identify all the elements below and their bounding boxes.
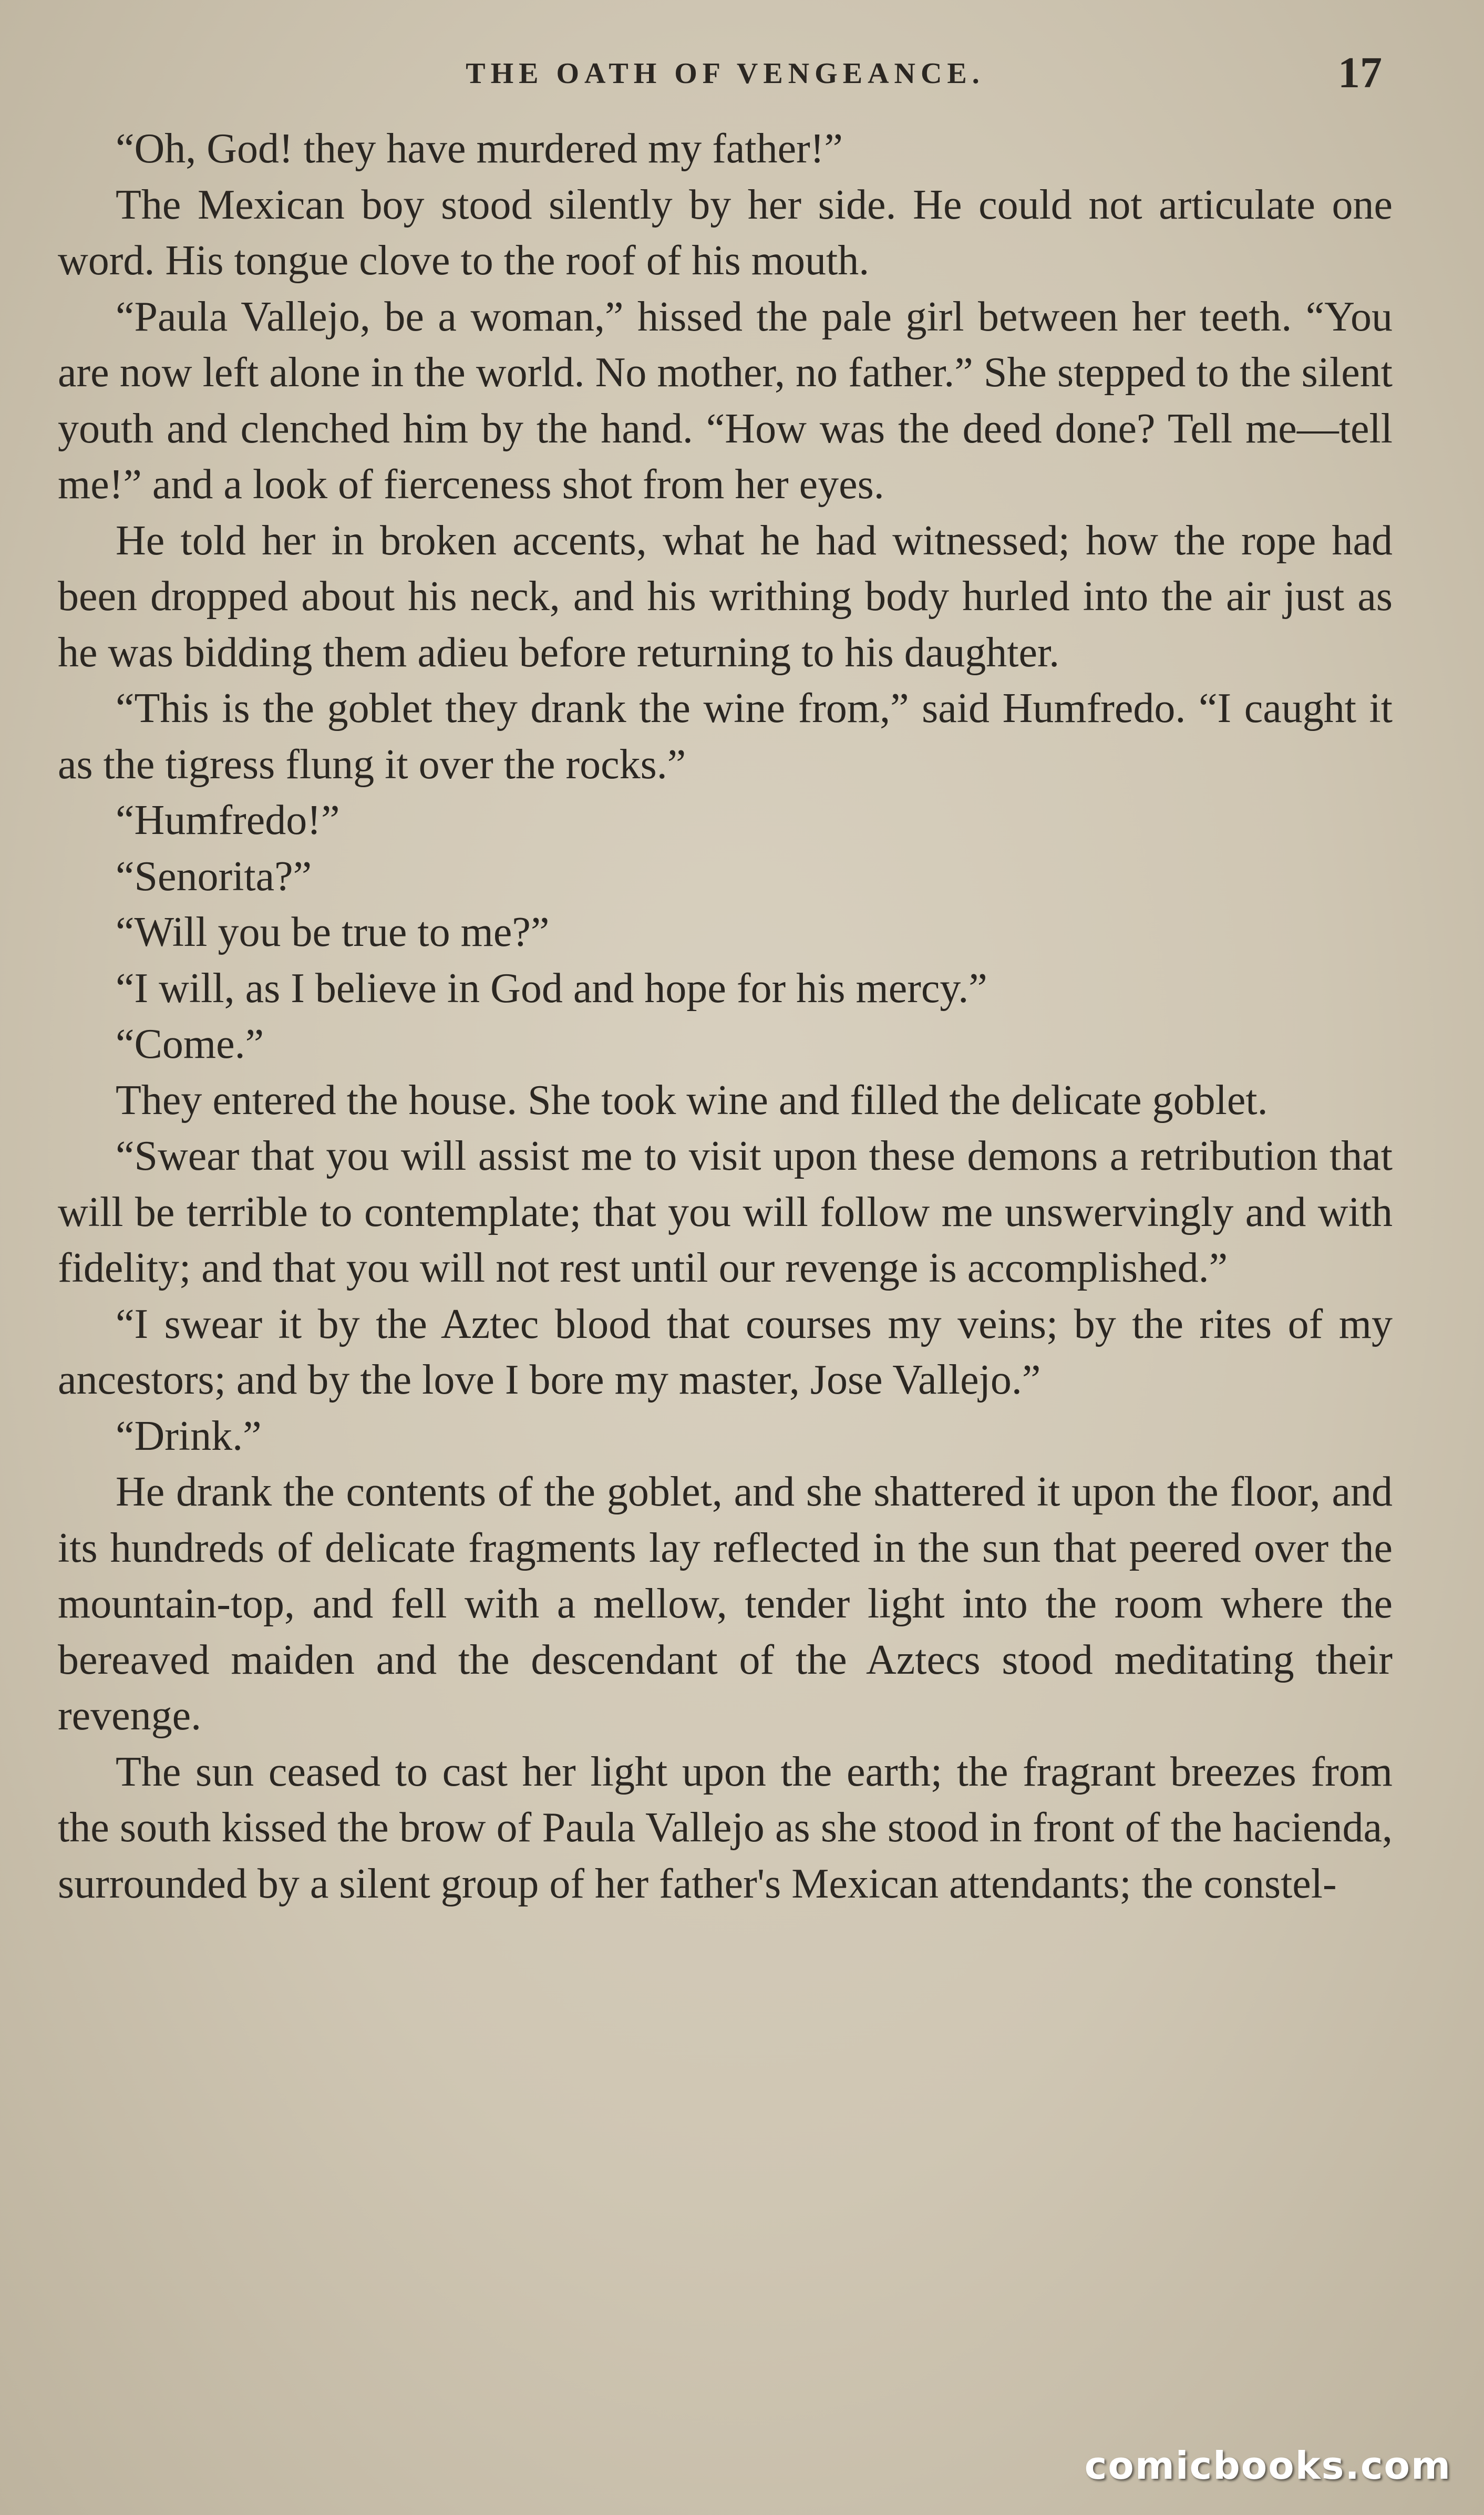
paragraph: The sun ceased to cast her light upon the earth; the fragrant breezes from the south kissed the brow of Paula Vallejo as she stood in front of the hacienda, surrounded by a silent group of her father's Mexican attendants; the constel- — [58, 1748, 1393, 1907]
paragraph: “Come.” — [116, 1021, 264, 1067]
paragraph: “Humfredo!” — [116, 797, 340, 843]
paragraph: “Paula Vallejo, be a woman,” hissed the pale girl between her teeth. “You are now left alone in the world. No mother, no father.” She stepped to the silent youth and clenched him by the hand. “How was the deed done? Tell me—tell me!” and a look of fierceness shot from her eyes. — [58, 293, 1393, 508]
page-header — [58, 47, 1393, 116]
paragraph: “I swear it by the Aztec blood that courses my veins; by the rites of my ancestors; and by the love I bore my master, Jose Vallejo.” — [58, 1301, 1393, 1403]
running-title: THE OATH OF VENGEANCE. — [466, 57, 985, 90]
paragraph: “Swear that you will assist me to visit upon these demons a retribution that will be terrible to contemplate; that you will follow me unswervingly and with fidelity; and that you will not rest until our revenge is accomplished.” — [58, 1133, 1393, 1291]
paragraph: “Drink.” — [116, 1413, 262, 1459]
body-text — [58, 121, 1393, 1912]
paragraph: “Senorita?” — [116, 853, 312, 900]
paragraph: “This is the goblet they drank the wine from,” said Humfredo. “I caught it as the tigress flung it over the rocks.” — [58, 685, 1393, 788]
paragraph: “I will, as I believe in God and hope for his mercy.” — [116, 965, 987, 1012]
paragraph: They entered the house. She took wine and filled the delicate goblet. — [116, 1077, 1268, 1123]
paragraph: “Will you be true to me?” — [116, 909, 550, 955]
paragraph: “Oh, God! they have murdered my father!” — [116, 126, 843, 172]
paragraph: The Mexican boy stood silently by her side. He could not articulate one word. His tongue clove to the roof of his mouth. — [58, 181, 1393, 284]
paragraph: He drank the contents of the goblet, and she shattered it upon the floor, and its hundreds of delicate fragments lay reflected in the sun that peered over the mountain-top, and fell with a mellow, tender light into the room where the bereaved maiden and the descendant of the Aztecs stood meditating their revenge. — [58, 1469, 1393, 1739]
watermark: comicbooks.com — [1084, 2444, 1451, 2488]
paragraph: He told her in broken accents, what he had witnessed; how the rope had been dropped about his neck, and his writhing body hurled into the air just as he was bidding them adieu before returning to his daughter. — [58, 517, 1393, 676]
book-page — [58, 47, 1393, 2444]
page-number: 17 — [1338, 48, 1382, 97]
